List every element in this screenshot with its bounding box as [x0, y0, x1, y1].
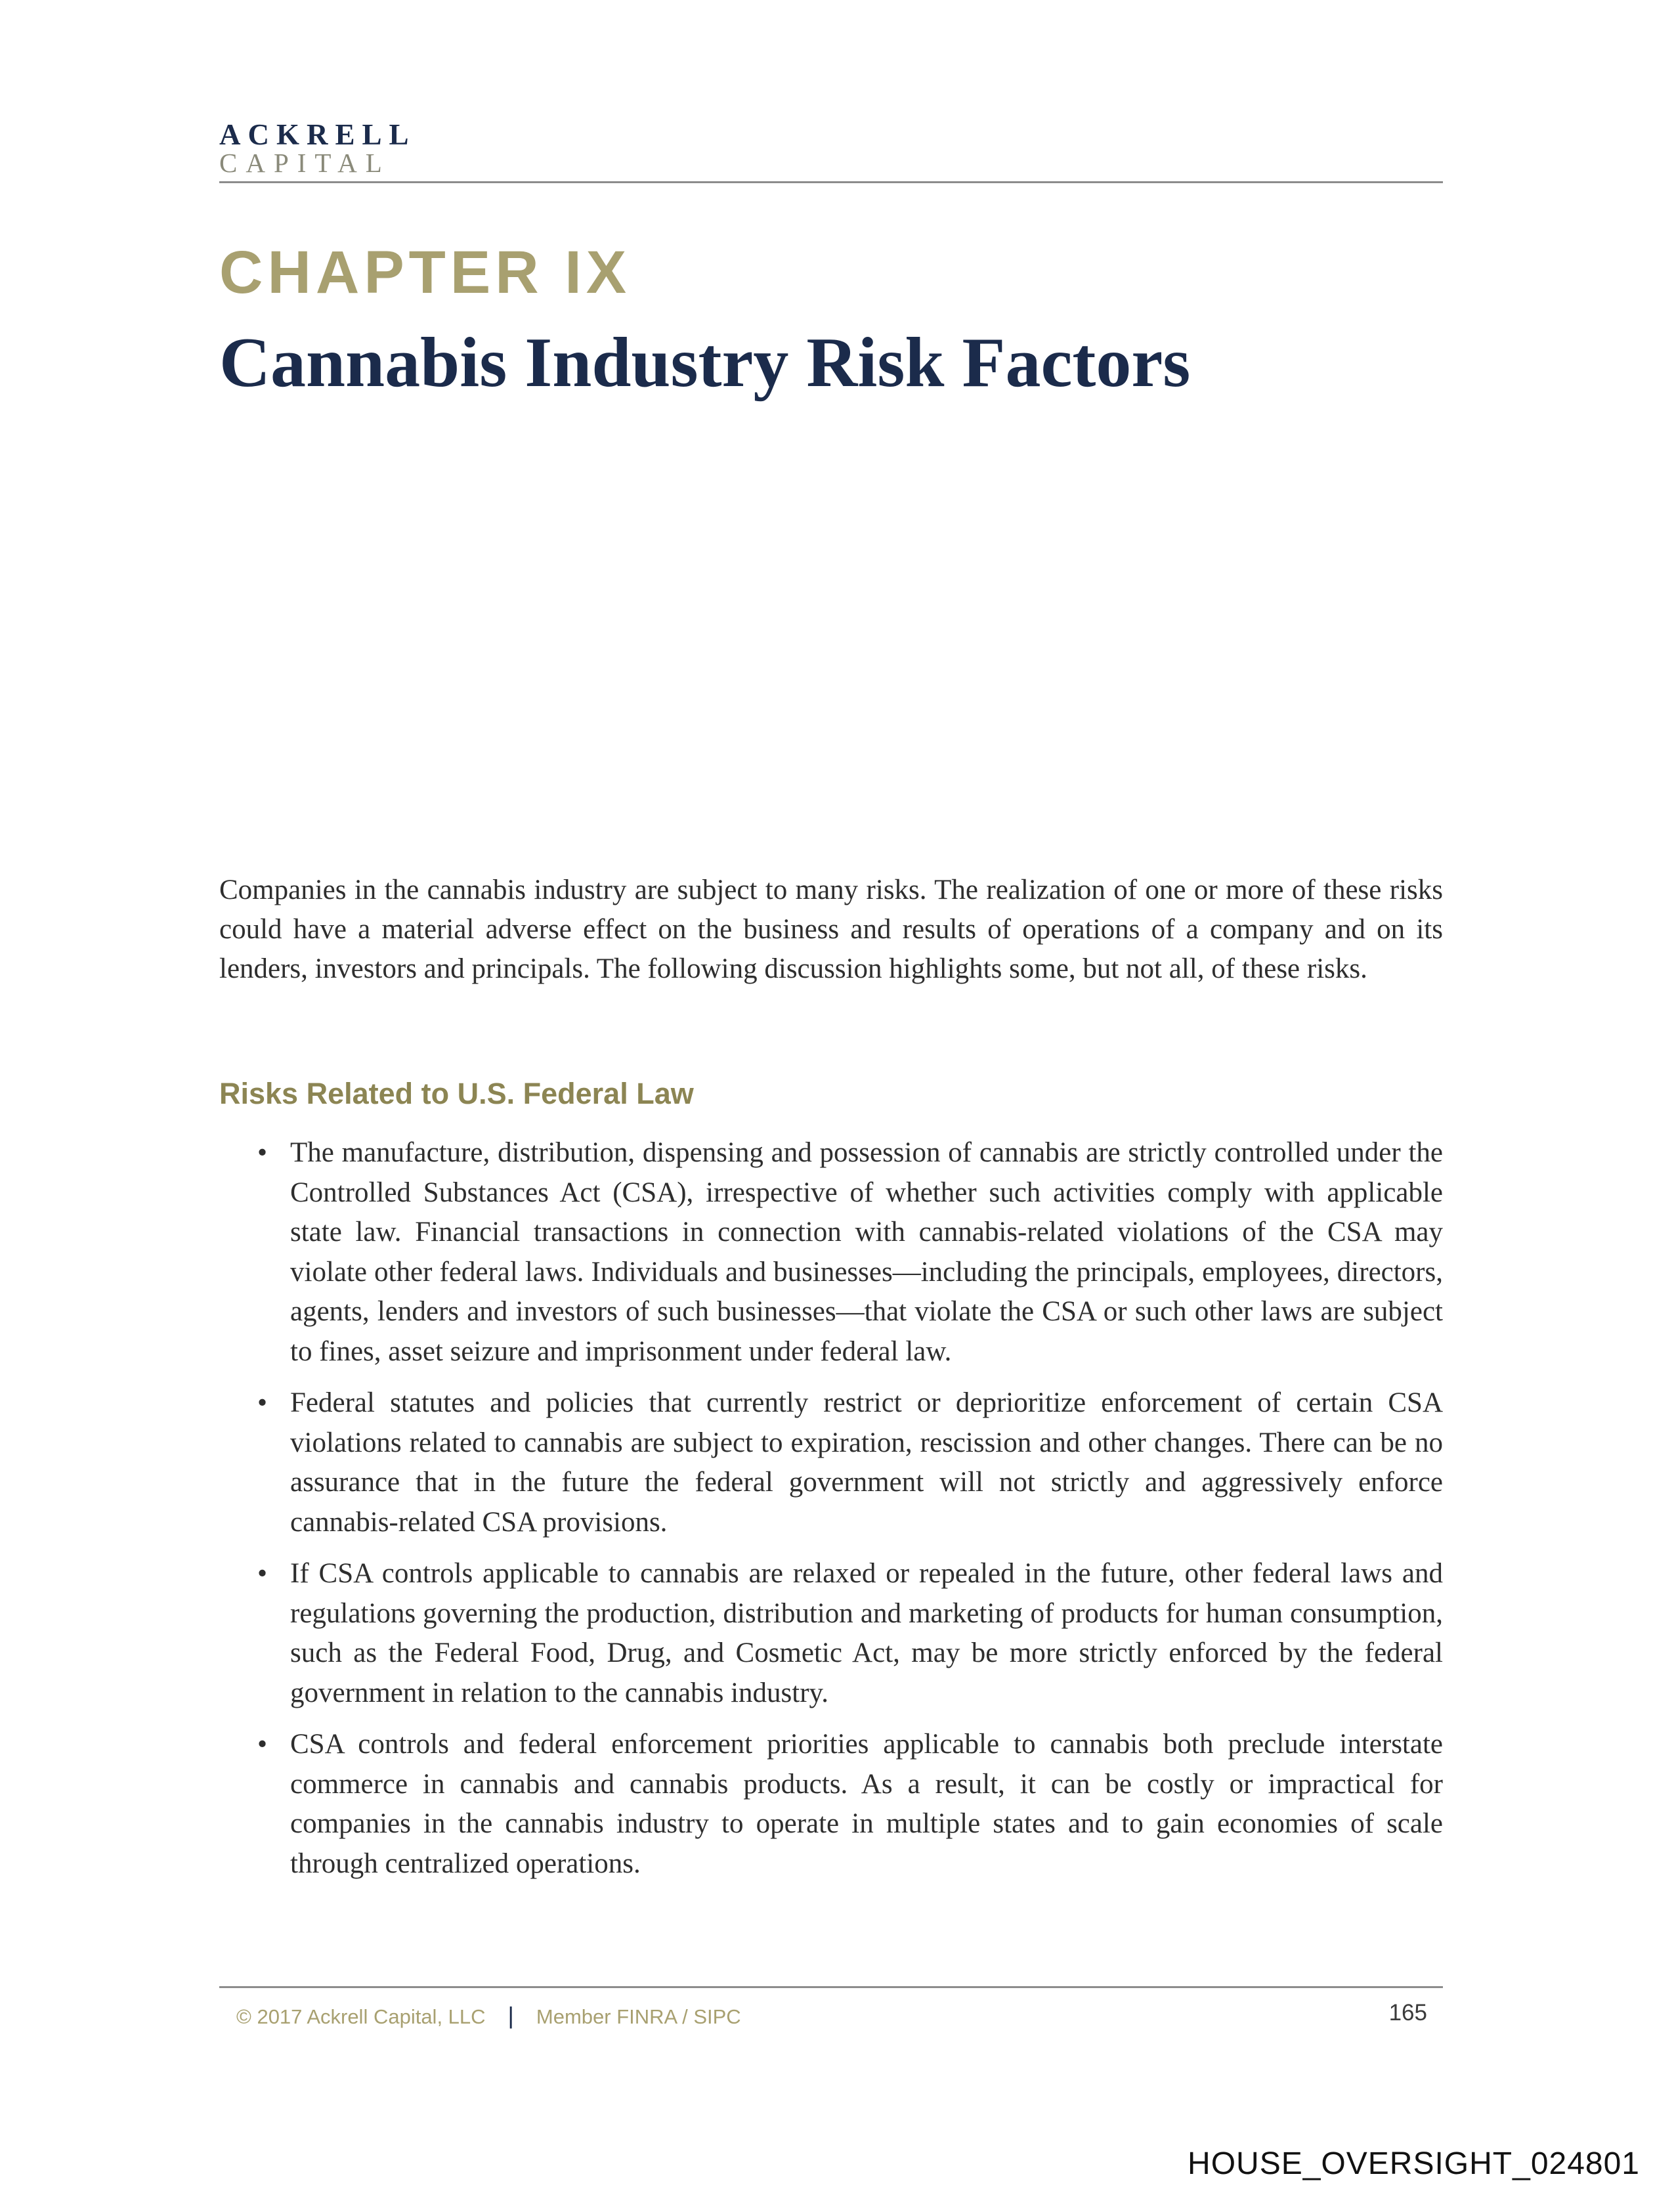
- bates-stamp: HOUSE_OVERSIGHT_024801: [1188, 2146, 1640, 2181]
- chapter-label: CHAPTER IX: [219, 239, 632, 306]
- bullet-marker: •: [257, 1729, 268, 1760]
- risk-bullet-item: [219, 1383, 1443, 1542]
- footer-left: [236, 1996, 741, 2037]
- bullet-text: CSA controls and federal enforcement priorities applicable to cannabis both preclude interstate commerce in cannabis and cannabis products. As a result, it can be costly or impractical for companies in the cannabis industry to operate in multiple states and to gain economies of scale through centralized operations.: [290, 1729, 1443, 1879]
- chapter-title: Cannabis Industry Risk Factors: [219, 324, 1191, 402]
- footer-divider: [219, 1986, 1443, 1988]
- risk-bullet-item: [219, 1725, 1443, 1884]
- bullet-text: If CSA controls applicable to cannabis are relaxed or repealed in the future, other federal laws and regulations governing the production, distribution and marketing of products for human consumption, such as the Federal Food, Drug, and Cosmetic Act, may be more strictly enforced by the federal government in relation to the cannabis industry.: [290, 1558, 1443, 1708]
- bullet-text: Federal statutes and policies that currently restrict or deprioritize enforcement of certain CSA violations related to cannabis are subject to expiration, rescission and other changes. There can be no assurance that in the future the federal government will not strictly and aggressively enforce cannabis-related CSA provisions.: [290, 1387, 1443, 1538]
- footer-member: Member FINRA / SIPC: [536, 2005, 741, 2028]
- bullet-marker: •: [257, 1387, 268, 1418]
- logo-line-capital: CAPITAL: [219, 148, 391, 178]
- logo-line-ackrell: ACKRELL: [219, 118, 416, 151]
- footer-separator: |: [507, 2002, 514, 2029]
- bullet-text: The manufacture, distribution, dispensing and possession of cannabis are strictly controlled under the Controlled Substances Act (CSA), irrespective of whether such activities comply with applicable state law. Financial transactions in connection with cannabis-related violations of the CSA may violate other federal laws. Individuals and businesses—including the principals, employees, directors, agents, lenders and investors of such businesses—that violate the CSA or such other laws are subject to fines, asset seizure and imprisonment under federal law.: [290, 1137, 1443, 1367]
- page-number: 165: [1388, 2000, 1427, 2026]
- section-heading: Risks Related to U.S. Federal Law: [219, 1077, 694, 1110]
- risk-bullet-item: [219, 1133, 1443, 1372]
- bullet-marker: •: [257, 1137, 268, 1168]
- footer-copyright: © 2017 Ackrell Capital, LLC: [236, 2005, 486, 2028]
- company-logo: [219, 119, 482, 176]
- page-footer: [219, 1996, 1427, 2035]
- bullet-marker: •: [257, 1558, 268, 1589]
- intro-paragraph: Companies in the cannabis industry are subject to many risks. The realization of one or more of these risks could have a material adverse effect on the business and results of operations of a company and on its lenders, investors and principals. The following discussion highlights some, but not all, of these risks.: [219, 875, 1443, 984]
- risk-bullet-item: [219, 1554, 1443, 1713]
- risk-bullet-list: [219, 1133, 1443, 1896]
- header-divider: [219, 181, 1443, 183]
